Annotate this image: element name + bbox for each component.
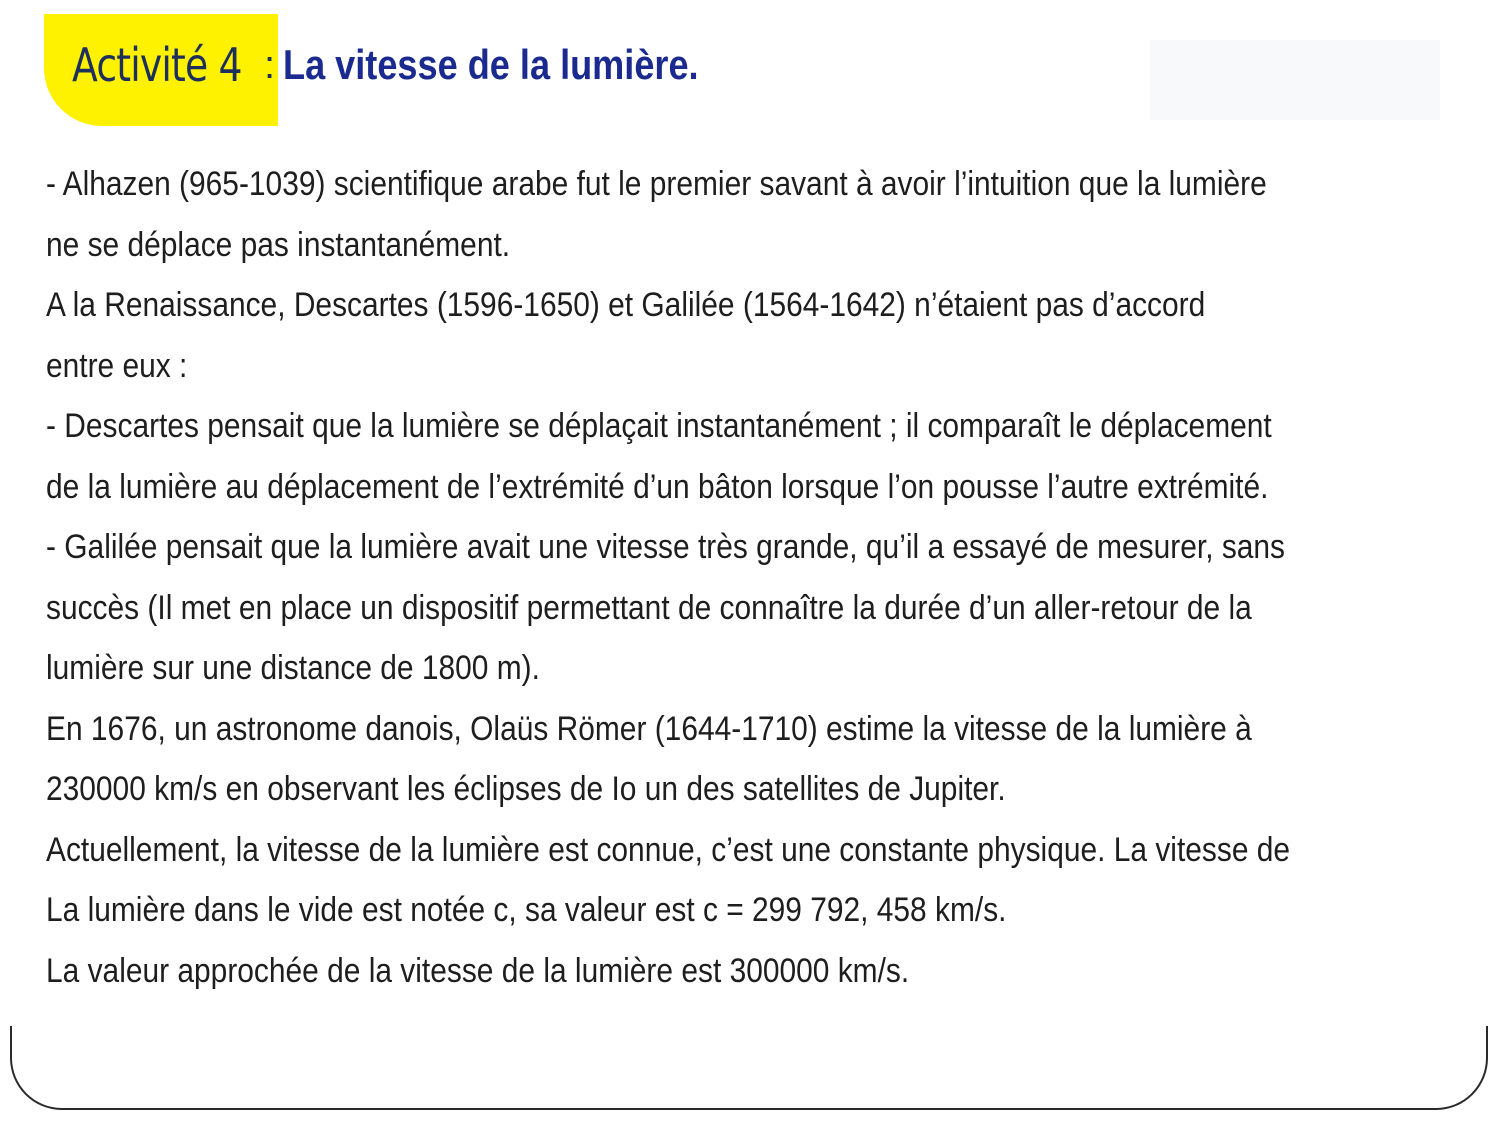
text-line: Actuellement, la vitesse de la lumière est connue, c’est une constante physique. La vitesse de: [46, 830, 1291, 869]
text-line: A la Renaissance, Descartes (1596-1650) et Galilée (1564-1642) n’étaient pas d’accord: [46, 286, 1206, 324]
header: [72, 30, 766, 100]
text-line: entre eux :: [46, 346, 188, 385]
text-line: 230000 km/s en observant les éclipses de Io un des satellites de Jupiter.: [46, 770, 1006, 808]
page-frame: [10, 1026, 1488, 1110]
text-line: succès (Il met en place un dispositif permettant de connaître la durée d’un aller-retour de la: [46, 588, 1252, 627]
title-separator: :: [264, 42, 276, 87]
text-line: de la lumière au déplacement de l’extrémité d’un bâton lorsque l’on pousse l’autre extrémité.: [46, 467, 1269, 506]
faded-background-print: [1150, 40, 1440, 120]
text-line: La lumière dans le vide est notée c, sa valeur est c = 299 792, 458 km/s.: [46, 891, 1007, 929]
text-line: - Alhazen (965-1039) scientifique arabe fut le premier savant à avoir l’intuition que la lumière: [46, 165, 1267, 203]
body-text: [46, 154, 1476, 1001]
text-line: La valeur approchée de la vitesse de la lumière est 300000 km/s.: [46, 951, 910, 990]
text-line: ne se déplace pas instantanément.: [46, 225, 511, 264]
page-title: La vitesse de la lumière.: [283, 41, 699, 88]
activity-label: Activité 4: [72, 38, 242, 92]
text-line: lumière sur une distance de 1800 m).: [46, 649, 540, 687]
text-line: - Galilée pensait que la lumière avait une vitesse très grande, qu’il a essayé de mesurer, sans: [46, 528, 1286, 566]
text-line: En 1676, un astronome danois, Olaüs Römer (1644-1710) estime la vitesse de la lumière à: [46, 709, 1252, 748]
text-line: - Descartes pensait que la lumière se déplaçait instantanément ; il comparaît le déplacement: [46, 407, 1272, 445]
